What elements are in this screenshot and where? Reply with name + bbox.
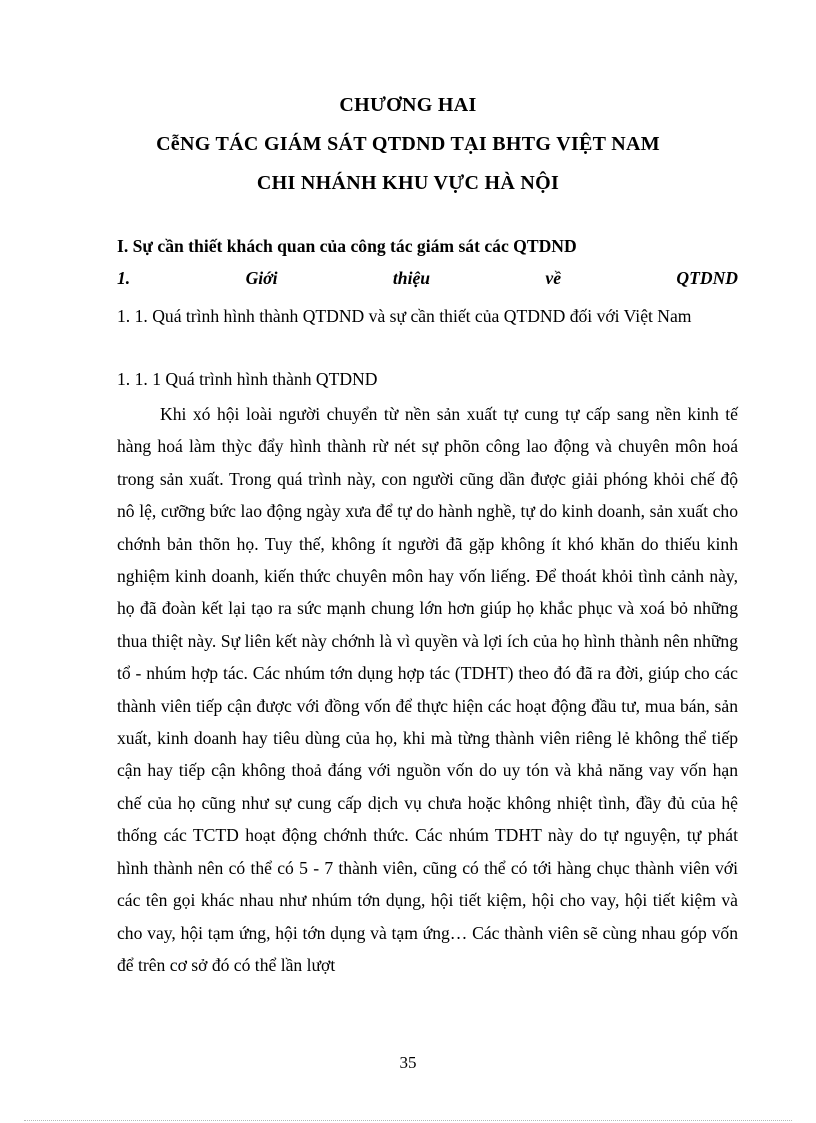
sub-heading-number: 1. [117, 268, 131, 288]
chapter-subtitle-branch: CHI NHÁNH KHU VỰC HÀ NỘI [256, 172, 560, 194]
sub-heading-word: Giới [245, 268, 278, 288]
sub-heading-word: thiệu [392, 268, 431, 288]
chapter-title: CHƯƠNG HAI [339, 94, 477, 116]
subsub-heading: 1. 1. Quá trình hình thành QTDND và sự cần thiết của QTDND đối với Việt Nam [117, 306, 692, 326]
item-heading: 1. 1. 1 Quá trình hình thành QTDND [117, 369, 378, 389]
chapter-subtitle: CễNG TÁC GIÁM SÁT QTDND TẠI BHTG VIỆT NAM [156, 133, 660, 155]
page-number: 35 [399, 1053, 417, 1072]
sub-heading-word: về [545, 268, 562, 288]
sub-heading [117, 268, 738, 289]
footer-divider [24, 1120, 792, 1121]
body-paragraph: Khi xó hội loài người chuyển từ nền sản xuất tự cung tự cấp sang nền kinh tế hàng hoá làm thỳc đẩy hình thành rừ nét sự phõn công lao động và chuyên môn hoá trong sản xuất. Trong quá trình này, con người cũng dần được giải phóng khỏi chế độ nô lệ, cưỡng bức lao động ngày xưa để tự do hành nghề, tự do kinh doanh, sản xuất cho chớnh bản thõn họ. Tuy thế, không ít người đã gặp không ít khó khăn do thiếu kinh nghiệm kinh doanh, kiến thức chuyên môn hay vốn liếng. Để thoát khỏi tình cảnh này, họ đã đoàn kết lại tạo ra sức mạnh chung lớn hơn giúp họ khắc phục và xoá bỏ những thua thiệt này. Sự liên kết này chớnh là vì quyền và lợi ích của họ hình thành nên những tổ - nhúm hợp tác. Các nhúm tớn dụng hợp tác (TDHT) theo đó đã ra đời, giúp cho các thành viên tiếp cận được với đồng vốn để thực hiện các hoạt động đầu tư, mua bán, sản xuất, kinh doanh hay tiêu dùng của họ, khi mà từng thành viên riêng lẻ không thể tiếp cận hay tiếp cận không thoả đáng với nguồn vốn do uy tón và khả năng vay vốn hạn chế của họ cũng như sự cung cấp dịch vụ chưa hoặc không nhiệt tình, đầy đủ của hệ thống các TCTD hoạt động chớnh thức. Các nhúm TDHT này do tự nguyện, tự phát hình thành nên có thể có 5 - 7 thành viên, cũng có thể có tới hàng chục thành viên với các tên gọi khác nhau như nhúm tớn dụng, hội tiết kiệm, hội cho vay, hội tiết kiệm và cho vay, hội tạm ứng, hội tớn dụng và tạm ứng… Các thành viên sẽ cùng nhau góp vốn để trên cơ sở đó có thể lần lượt [117, 404, 738, 975]
section-heading: I. Sự cần thiết khách quan của công tác giám sát các QTDND [117, 236, 577, 256]
sub-heading-word: QTDND [676, 268, 738, 288]
